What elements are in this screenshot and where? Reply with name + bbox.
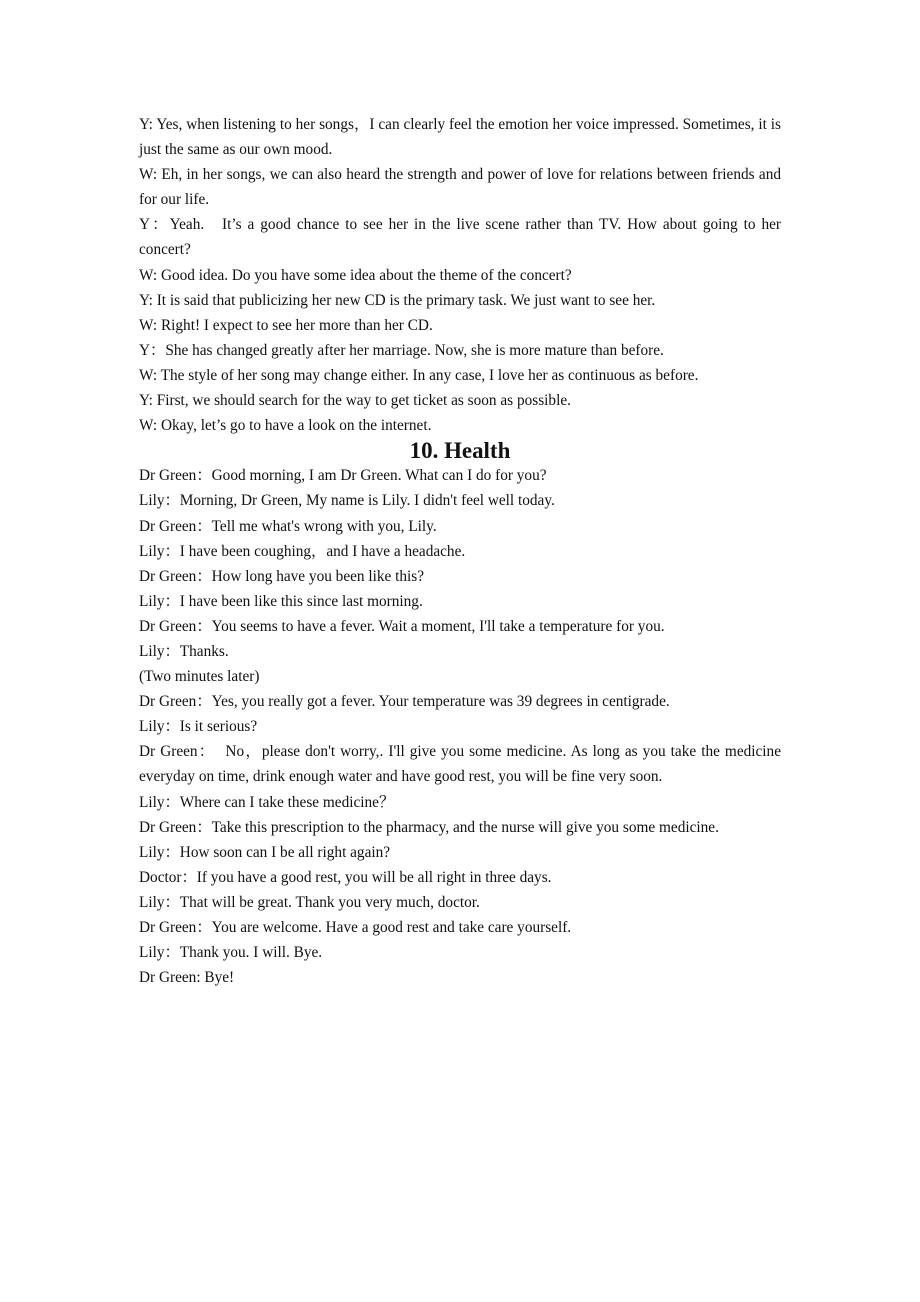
dialogue-line: (Two minutes later) [139,668,260,686]
dialogue-line: Lily：I have been like this since last morning. [139,592,423,610]
dialogue-line: W: Eh, in her songs, we can also heard the strength and power of love for relations between friends and for our life. [139,166,781,209]
dialogue-line: Dr Green：You are welcome. Have a good rest and take care yourself. [139,919,572,936]
dialogue-line: Y: It is said that publicizing her new CD is the primary task. We just want to see her. [139,291,656,309]
dialogue-line: Lily：Morning, Dr Green, My name is Lily. I didn't feel well today. [139,492,555,510]
dialogue-line: Y: First, we should search for the way to get ticket as soon as possible. [139,392,571,410]
dialogue-line: Lily：Where can I take these medicine？ [139,793,395,811]
dialogue-line: Dr Green： No，please don't worry,. I'll give you some medicine. As long as you take the medicine everyday on time, drink enough water and have good rest, you will be fine very soon. [139,743,781,786]
dialogue-line: Doctor：If you have a good rest, you will be all right in three days. [139,868,552,886]
dialogue-line: W: Good idea. Do you have some idea about the theme of the concert? [139,266,572,284]
dialogue-line: Lily：Is it serious? [139,718,258,736]
dialogue-line: Lily：How soon can I be all right again? [139,843,391,861]
dialogue-line: Lily：Thanks. [139,642,229,660]
dialogue-line: W: Right! I expect to see her more than her CD. [139,316,433,334]
section-heading: 10. Health [409,438,511,464]
dialogue-line: Dr Green：Tell me what's wrong with you, Lily. [139,517,437,535]
dialogue-section-health [139,463,781,990]
dialogue-line: Dr Green：You seems to have a fever. Wait a moment, I'll take a temperature for you. [139,617,665,635]
dialogue-line: W: The style of her song may change either. In any case, I love her as continuous as before. [139,366,699,384]
dialogue-line: Lily：Thank you. I will. Bye. [139,944,323,962]
dialogue-line: Lily：I have been coughing，and I have a headache. [139,542,466,560]
dialogue-line: Dr Green：Take this prescription to the pharmacy, and the nurse will give you some medicine. [139,818,719,836]
dialogue-line: Dr Green: Bye! [139,969,235,987]
document-page [139,112,781,990]
dialogue-line: Y: Yes, when listening to her songs，I can clearly feel the emotion her voice impressed. Sometimes, it is just the same as our own mood. [139,116,781,159]
dialogue-section-concert [139,112,781,438]
dialogue-line: Dr Green：Good morning, I am Dr Green. What can I do for you? [139,467,547,485]
dialogue-line: Dr Green：How long have you been like this? [139,567,425,585]
dialogue-line: Y：Yeah. It’s a good chance to see her in the live scene rather than TV. How about going to her concert? [139,216,781,259]
dialogue-line: Y：She has changed greatly after her marriage. Now, she is more mature than before. [139,341,664,359]
dialogue-line: Lily：That will be great. Thank you very much, doctor. [139,893,480,911]
dialogue-line: W: Okay, let’s go to have a look on the internet. [139,417,432,435]
dialogue-line: Dr Green：Yes, you really got a fever. Your temperature was 39 degrees in centigrade. [139,693,670,711]
